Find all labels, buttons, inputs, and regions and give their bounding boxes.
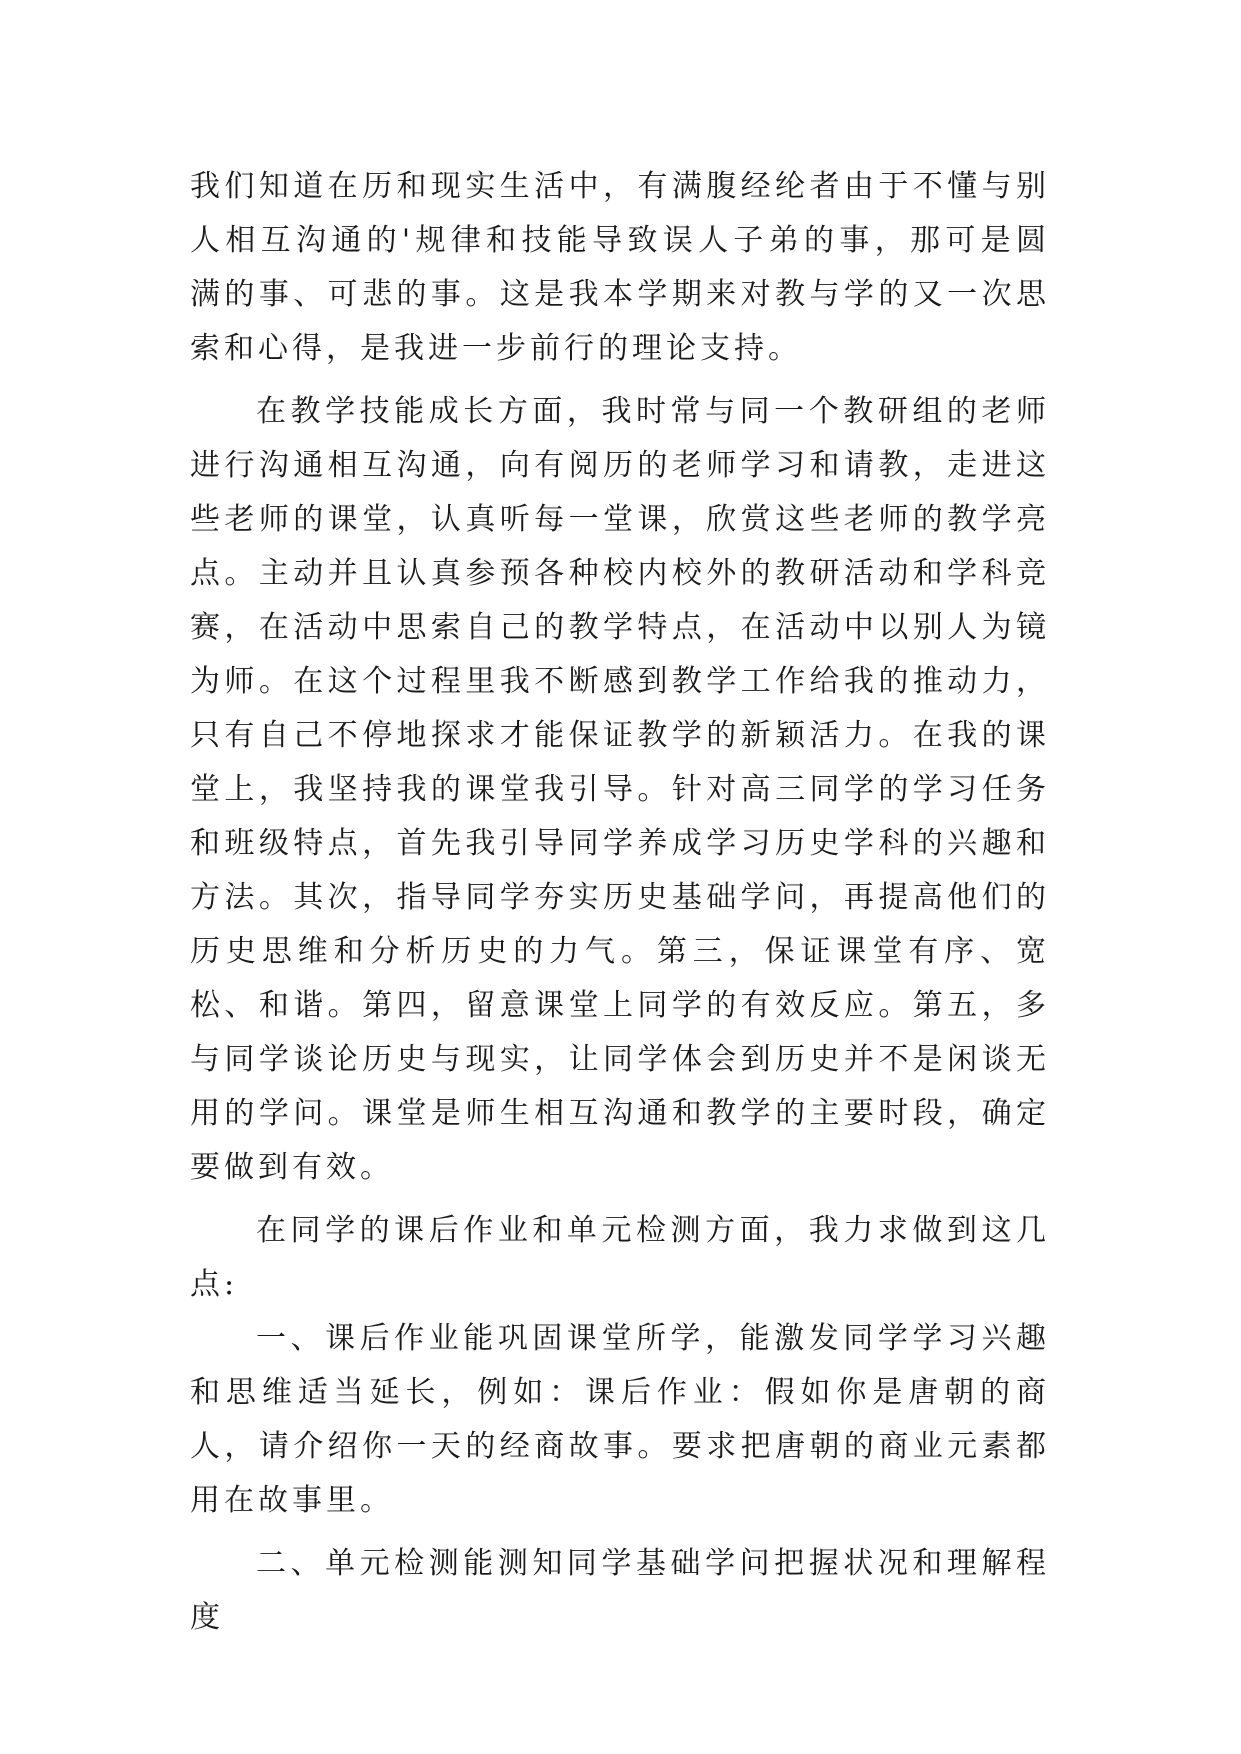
- body-text: [190, 160, 1050, 1654]
- paragraph-4: 一、课后作业能巩固课堂所学，能激发同学学习兴趣和思维适当延长，例如：课后作业：假如你是唐朝的商人，请介绍你一天的经商故事。要求把唐朝的商业元素都用在故事里。: [190, 1321, 1050, 1518]
- paragraph-5: 二、单元检测能测知同学基础学问把握状况和理解程度: [190, 1546, 1050, 1635]
- paragraph-2: 在教学技能成长方面，我时常与同一个教研组的老师进行沟通相互沟通，向有阅历的老师学习和请教，走进这些老师的课堂，认真听每一堂课，欣赏这些老师的教学亮点。主动并且认真参预各种校内校外的教研活动和学科竞赛，在活动中思索自己的教学特点，在活动中以别人为镜为师。在这个过程里我不断感到教学工作给我的推动力，只有自己不停地探求才能保证教学的新颖活力。在我的课堂上，我坚持我的课堂我引导。针对高三同学的学习任务和班级特点，首先我引导同学养成学习历史学科的兴趣和方法。其次，指导同学夯实历史基础学问，再提高他们的历史思维和分析历史的力气。第三，保证课堂有序、宽松、和谐。第四，留意课堂上同学的有效反应。第五，多与同学谈论历史与现实，让同学体会到历史并不是闲谈无用的学问。课堂是师生相互沟通和教学的主要时段，确定要做到有效。: [190, 394, 1050, 1185]
- paragraph-3: 在同学的课后作业和单元检测方面，我力求做到这几点:: [190, 1213, 1050, 1302]
- paragraph-1: 我们知道在历和现实生活中，有满腹经纶者由于不懂与别人相互沟通的'规律和技能导致误人子弟的事，那可是圆满的事、可悲的事。这是我本学期来对教与学的又一次思索和心得，是我进一步前行的理论支持。: [190, 169, 1050, 366]
